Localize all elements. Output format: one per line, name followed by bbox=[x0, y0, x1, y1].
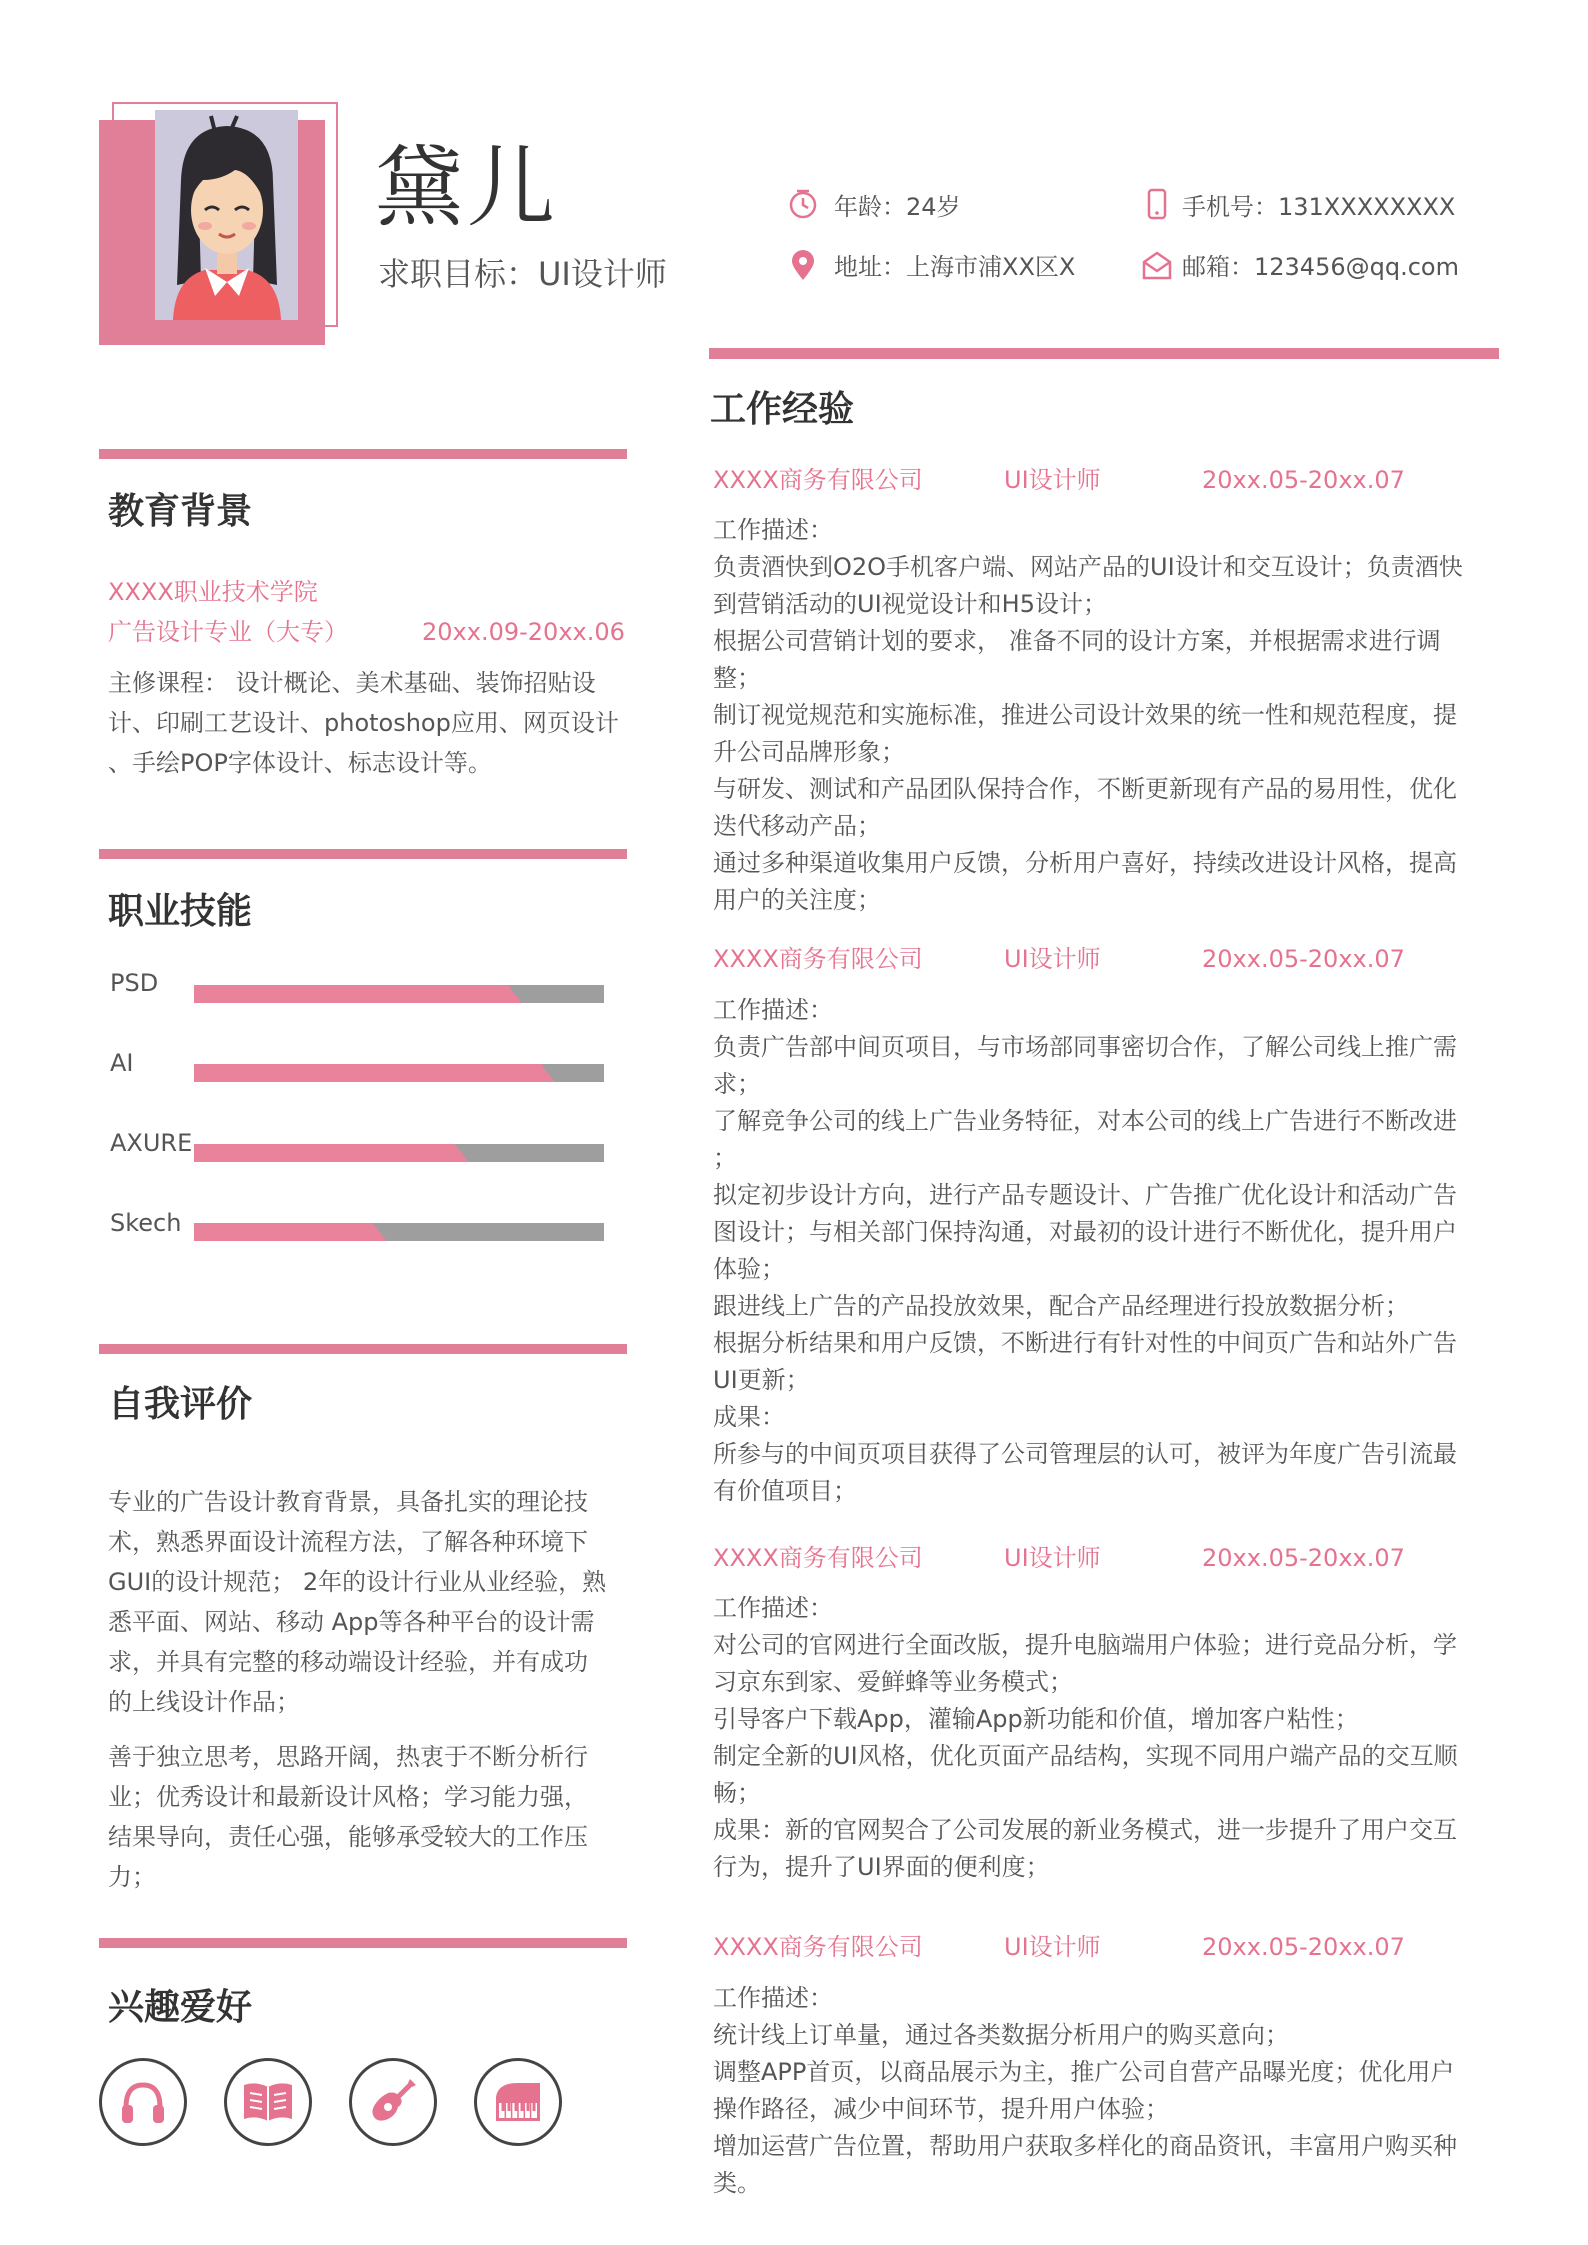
school-name: XXXX职业技术学院 bbox=[108, 578, 318, 606]
hobby-music bbox=[99, 2058, 187, 2146]
job-2-role: UI设计师 bbox=[1004, 945, 1101, 973]
self-eval-paragraph-2: 善于独立思考，思路开阔，热衷于不断分析行 业；优秀设计和最新设计风格；学习能力强， 结果导向，责任心强，能够承受较大的工作压 力； bbox=[108, 1743, 588, 1891]
skill-bar-fill bbox=[194, 1064, 555, 1082]
self-eval-heading: 自我评价 bbox=[108, 1384, 253, 1425]
hobby-piano bbox=[474, 2058, 562, 2146]
skill-bar-axure bbox=[194, 1144, 604, 1162]
skill-label-axure: AXURE bbox=[110, 1129, 193, 1157]
job-2-period: 20xx.05-20xx.07 bbox=[1202, 945, 1405, 973]
email-info: 邮箱：123456@qq.com bbox=[1182, 253, 1459, 281]
skill-bar-skech bbox=[194, 1223, 604, 1241]
hobby-reading bbox=[224, 2058, 312, 2146]
job-3-company: XXXX商务有限公司 bbox=[713, 1544, 923, 1572]
major-name: 广告设计专业（大专） bbox=[108, 618, 348, 646]
guitar-icon bbox=[366, 2075, 420, 2129]
location-pin-icon bbox=[787, 250, 819, 282]
job-3-period: 20xx.05-20xx.07 bbox=[1202, 1544, 1405, 1572]
skill-label-psd: PSD bbox=[110, 969, 159, 997]
address-info: 地址：上海市浦XX区X bbox=[834, 253, 1076, 281]
education-period: 20xx.09-20xx.06 bbox=[422, 618, 625, 646]
skill-bar-ai bbox=[194, 1064, 604, 1082]
job-4-company: XXXX商务有限公司 bbox=[713, 1933, 923, 1961]
skill-label-ai: AI bbox=[110, 1049, 134, 1077]
work-divider bbox=[709, 348, 1499, 359]
skill-bar-psd bbox=[194, 985, 604, 1003]
skill-bar-fill bbox=[194, 1223, 387, 1241]
job-2-description: 工作描述： 负责广告部中间页项目，与市场部同事密切合作，了解公司线上推广需 求； 了解竞争公司的线上广告业务特征，对本公司的线上广告进行不断改进 ； 拟定初步设计方向，进行产品专题设计、广告推广优化设计和活动广告 图设计；与相关部门保持沟通，对最初的设计进行不断优化，提升用户 体验； 跟进线上广告的产品投放效果，配合产品经理进行投放数据分析； 根据分析结果和用户反馈，不断进行有针对性的中间页广告和站外广告 UI更新； 成果： 所参与的中间页项目获得了公司管理层的认可，被评为年度广告引流最 有价值项目； bbox=[713, 996, 1457, 1505]
hobbies-divider bbox=[99, 1938, 627, 1948]
skill-label-skech: Skech bbox=[110, 1209, 182, 1237]
phone-info: 手机号：131XXXXXXXX bbox=[1182, 193, 1456, 221]
book-icon bbox=[240, 2077, 296, 2127]
piano-icon bbox=[490, 2077, 546, 2127]
job-2-company: XXXX商务有限公司 bbox=[713, 945, 923, 973]
hobby-guitar bbox=[349, 2058, 437, 2146]
education-heading: 教育背景 bbox=[108, 491, 253, 532]
job-1-role: UI设计师 bbox=[1004, 466, 1101, 494]
hobbies-heading: 兴趣爱好 bbox=[108, 1987, 253, 2028]
job-4-role: UI设计师 bbox=[1004, 1933, 1101, 1961]
avatar-illustration bbox=[155, 110, 298, 320]
skills-heading: 职业技能 bbox=[108, 891, 253, 932]
job-1-company: XXXX商务有限公司 bbox=[713, 466, 923, 494]
headphones-icon bbox=[116, 2075, 170, 2129]
phone-icon bbox=[1141, 188, 1173, 220]
job-4-description: 工作描述： 统计线上订单量，通过各类数据分析用户的购买意向； 调整APP首页，以商品展示为主，推广公司自营产品曝光度；优化用户 操作路径，减少中间环节，提升用户体验； 增加运营广告位置，帮助用户获取多样化的商品资讯，丰富用户购买种 类。 bbox=[713, 1984, 1457, 2197]
work-heading: 工作经验 bbox=[710, 389, 855, 430]
education-divider bbox=[99, 449, 627, 459]
job-1-period: 20xx.05-20xx.07 bbox=[1202, 466, 1405, 494]
skill-bar-fill bbox=[194, 985, 522, 1003]
envelope-icon bbox=[1141, 250, 1173, 282]
job-objective: 求职目标：UI设计师 bbox=[378, 255, 667, 293]
age-info: 年龄：24岁 bbox=[834, 193, 961, 221]
job-3-role: UI设计师 bbox=[1004, 1544, 1101, 1572]
candidate-name: 黛儿 bbox=[375, 136, 560, 239]
job-3-description: 工作描述： 对公司的官网进行全面改版，提升电脑端用户体验；进行竞品分析，学 习京东到家、爱鲜蜂等业务模式； 引导客户下载App，灌输App新功能和价值，增加客户粘性； 制定全新的UI风格，优化页面产品结构，实现不同用户端产品的交互顺 畅； 成果：新的官网契合了公司发展的新业务模式，进一步提升了用户交互 行为，提升了UI界面的便利度； bbox=[713, 1594, 1458, 1881]
job-1-description: 工作描述： 负责酒快到O2O手机客户端、网站产品的UI设计和交互设计；负责酒快 到营销活动的UI视觉设计和H5设计； 根据公司营销计划的要求， 准备不同的设计方案，并根据需求进行调 整； 制订视觉规范和实施标准，推进公司设计效果的统一性和规范程度，提 升公司品牌形象； 与研发、测试和产品团队保持合作，不断更新现有产品的易用性，优化 迭代移动产品； 通过多种渠道收集用户反馈，分析用户喜好，持续改进设计风格，提高 用户的关注度； bbox=[713, 516, 1463, 914]
skill-bar-fill bbox=[194, 1144, 469, 1162]
avatar bbox=[155, 110, 298, 320]
job-4-period: 20xx.05-20xx.07 bbox=[1202, 1933, 1405, 1961]
self-eval-divider bbox=[99, 1344, 627, 1354]
clock-icon bbox=[787, 188, 819, 220]
skills-divider bbox=[99, 849, 627, 859]
courses-text: 主修课程： 设计概论、美术基础、装饰招贴设 计、印刷工艺设计、photoshop应用、网页设计 、手绘POP字体设计、标志设计等。 bbox=[108, 669, 619, 777]
self-eval-paragraph-1: 专业的广告设计教育背景，具备扎实的理论技 术，熟悉界面设计流程方法，了解各种环境下 GUI的设计规范； 2年的设计行业从业经验，熟 悉平面、网站、移动 App等各种平台的设计需 求，并具有完整的移动端设计经验，并有成功 的上线设计作品； bbox=[108, 1488, 607, 1716]
